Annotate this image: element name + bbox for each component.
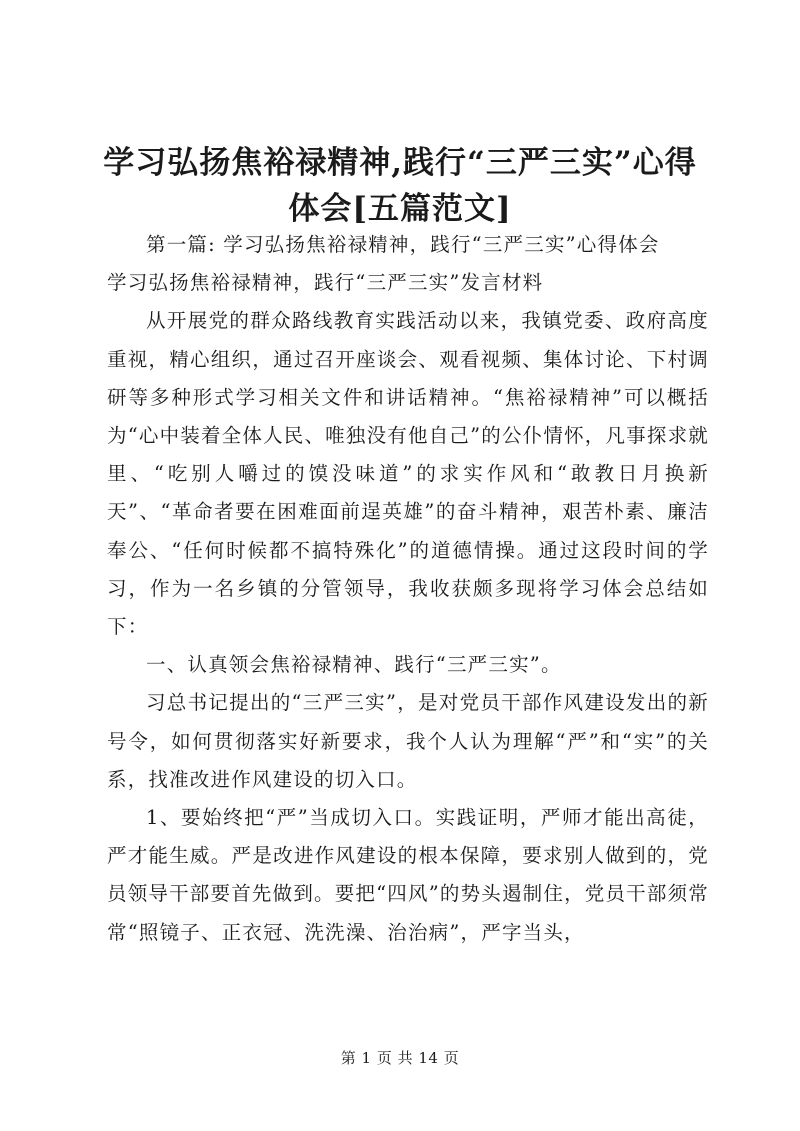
document-title-line-2: 体会[五篇范文] — [288, 191, 512, 227]
document-body — [107, 226, 709, 952]
subtitle: 学习弘扬焦裕禄精神，践行“三严三实”发言材料 — [107, 271, 544, 295]
paragraph-heading: 一、认真领会焦裕禄精神、践行“三严三实”。 — [146, 653, 562, 677]
section-heading: 第一篇: 学习弘扬焦裕禄精神，践行“三严三实”心得体会 — [146, 233, 660, 256]
document-title-line-1: 学习弘扬焦裕禄精神,践行“三严三实”心得 — [103, 145, 697, 181]
paragraph: 1、要始终把“严”当成切入口。实践证明，严师才能出高徒，严才能生威。严是改进作风建设的根本保障，要求别人做到的，党员领导干部要首先做到。要把“四风”的势头遏制住，党员干部须常常“照镜子、正衣冠、洗洗澡、治治病”，严字当头， — [107, 806, 709, 944]
paragraph: 从开展党的群众路线教育实践活动以来，我镇党委、政府高度重视，精心组织，通过召开座谈会、观看视频、集体讨论、下村调研等多种形式学习相关文件和讲话精神。“焦裕禄精神”可以概括为“心中装着全体人民、唯独没有他自己”的公仆情怀，凡事探求就里、“吃别人嚼过的馍没味道”的求实作风和“敢教日月换新天”、“革命者要在困难面前逞英雄”的奋斗精神，艰苦朴素、廉洁奉公、“任何时候都不搞特殊化”的道德情操。通过这段时间的学习，作为一名乡镇的分管领导，我收获颇多现将学习体会总结如下： — [107, 309, 709, 639]
page-number: 第 1 页 共 14 页 — [340, 1049, 460, 1067]
paragraph: 习总书记提出的“三严三实”，是对党员干部作风建设发出的新号令，如何贯彻落实好新要求，我个人认为理解“严”和“实”的关系，找准改进作风建设的切入口。 — [107, 691, 709, 791]
